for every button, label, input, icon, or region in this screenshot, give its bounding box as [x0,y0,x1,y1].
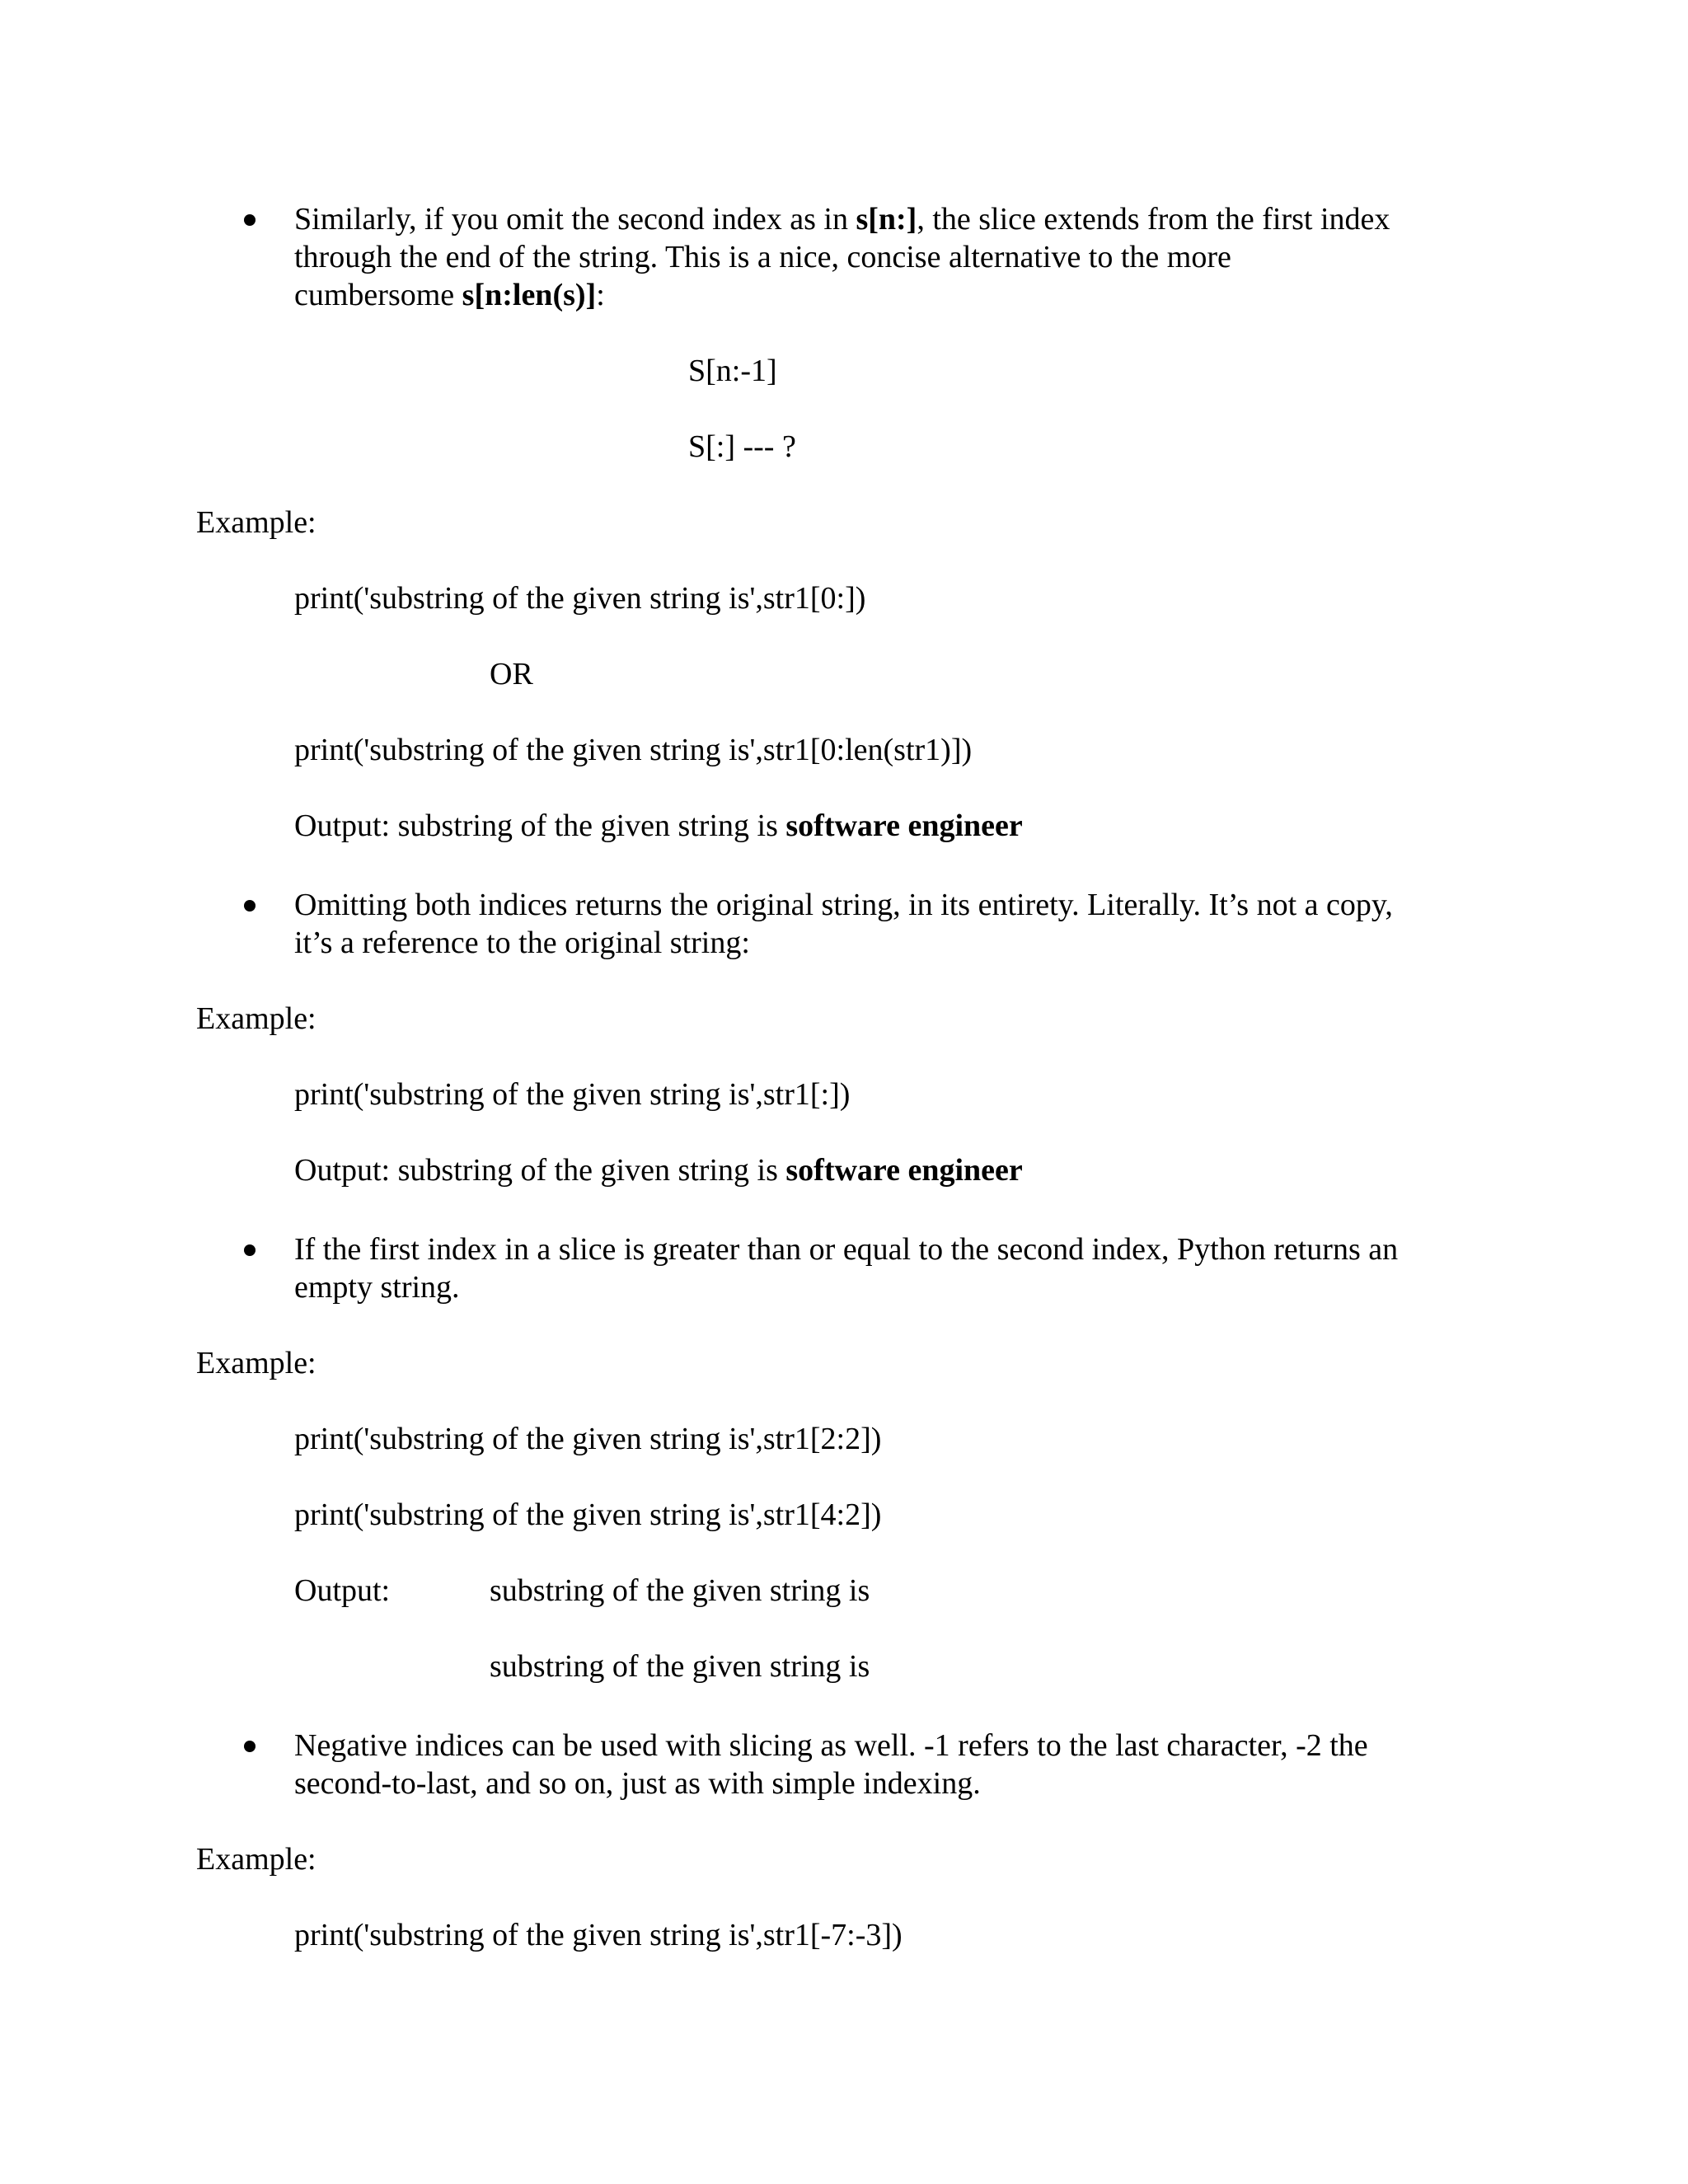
bullet4-line2: second-to-last, and so on, just as with simple indexing. [294,1766,981,1801]
output-line [294,1151,1023,1189]
bullet1-line3 [294,276,605,314]
code-line: print('substring of the given string is',str1[4:2]) [294,1497,882,1532]
output-value: software engineer [785,808,1023,843]
code-line: print('substring of the given string is',str1[-7:-3]) [294,1918,903,1952]
bullet-point [244,1741,256,1752]
output-label: Output: [294,1573,391,1608]
example-label: Example: [196,505,316,540]
bullet3-line1: If the first index in a slice is greater than or equal to the second index, Python returns an [294,1232,1399,1267]
code-line: print('substring of the given string is',str1[:]) [294,1077,851,1112]
bullet1-text: Similarly, if you omit the second index as in [294,202,856,237]
output-value: software engineer [785,1153,1023,1188]
output-text: Output: substring of the given string is [294,808,786,843]
example-label: Example: [196,1001,316,1036]
bullet2-line2: it’s a reference to the original string: [294,926,750,960]
bullet1-line2: through the end of the string. This is a nice, concise alternative to the more [294,240,1231,274]
centered-expression: S[n:-1] [688,354,777,388]
code-line: print('substring of the given string is',str1[0:]) [294,581,866,616]
output-line [294,807,1023,845]
bullet3-line2: empty string. [294,1270,460,1305]
bullet1-text: cumbersome [294,278,462,312]
bullet2-line1: Omitting both indices returns the original string, in its entirety. Literally. It’s not a copy, [294,888,1393,922]
code-snippet: s[n:len(s)] [462,278,597,312]
code-line: print('substring of the given string is',str1[2:2]) [294,1422,882,1456]
bullet-point [244,214,256,226]
output-text: substring of the given string is [490,1573,870,1608]
bullet-point [244,1244,256,1256]
bullet1-text: : [596,278,605,312]
centered-expression: S[:] --- ? [688,429,796,464]
bullet1-line1 [294,200,1390,238]
output-text: substring of the given string is [490,1649,870,1684]
example-label: Example: [196,1346,316,1380]
bullet1-text: , the slice extends from the first index [917,202,1390,237]
bullet4-line1: Negative indices can be used with slicing as well. -1 refers to the last character, -2 the [294,1728,1368,1763]
code-snippet: s[n:] [856,202,917,237]
or-separator: OR [490,657,533,691]
output-text: Output: substring of the given string is [294,1153,786,1188]
bullet-point [244,900,256,912]
code-line: print('substring of the given string is',str1[0:len(str1)]) [294,733,973,767]
example-label: Example: [196,1842,316,1877]
